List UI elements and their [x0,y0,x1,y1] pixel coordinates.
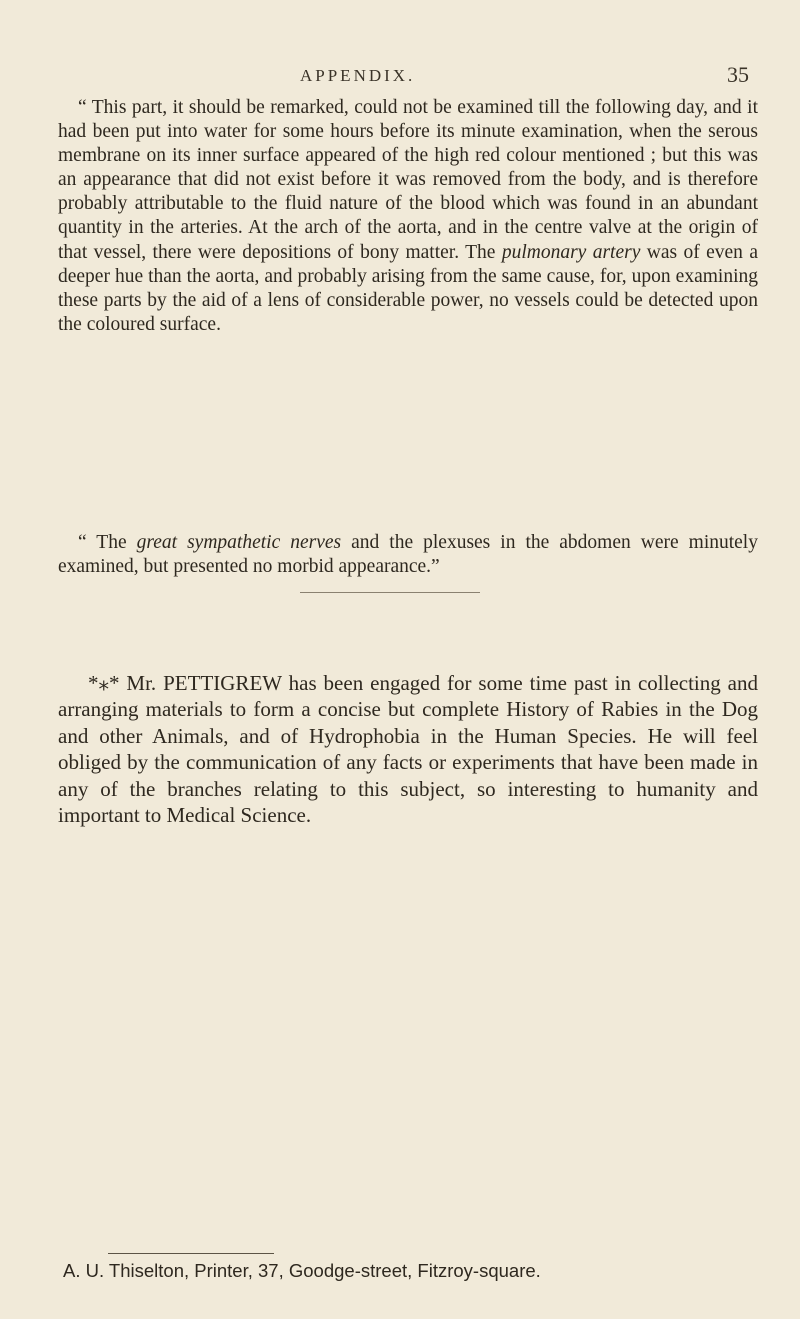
pulmonary-artery-italic: pulmonary artery [501,241,641,263]
section-divider [300,592,480,593]
footer-rule [108,1253,274,1254]
page-number: 35 [727,62,749,87]
paragraph-1-text-a: “ This part, it should be remarked, could not be examined till the following day, and it had been put into water for some hours before its minute examination, when the serous membrane on its inner surface appeared of the high red colour mentioned ; but this was an appearance that did not exist before it was removed from the body, and is therefore probably attributable to the fluid nature of the blood which was found in an abundant quantity in the arteries. At the arch of the aorta, and in the centre valve at the origin of that vessel, there were depositions of bony matter. The [58,97,758,263]
pettigrew-notice: *⁎* Mr. PETTIGREW has been engaged for some time past in collecting and arranging materials to form a concise but complete History of Rabies in the Dog and other Animals, and of Hydrophobia in the Human Species. He will feel obliged by the communication of any facts or experiments that have been made in any of the branches relating to this subject, so interesting to humanity and important to Medical Science. [58,671,758,828]
running-head: APPENDIX. [300,66,416,85]
paragraph-2-text-b: and the plexuses in the abdomen were minutely examined, but presented no morbid appearance.” [58,532,758,578]
paragraph-1-text-b: was of even a deeper hue than the aorta, and probably arising from the same cause, for, upon examining these parts by the aid of a lens of considerable power, no vessels could be detected upon the coloured surface. [58,241,758,335]
great-sympathetic-nerves-italic: great sympathetic nerves [136,532,342,553]
printer-imprint: A. U. Thiselton, Printer, 37, Goodge-street, Fitzroy-square. [63,1260,541,1281]
paragraph-examination [58,96,758,337]
paragraph-2-text-a: “ The [78,532,137,553]
paragraph-sympathetic-nerves [58,531,758,579]
